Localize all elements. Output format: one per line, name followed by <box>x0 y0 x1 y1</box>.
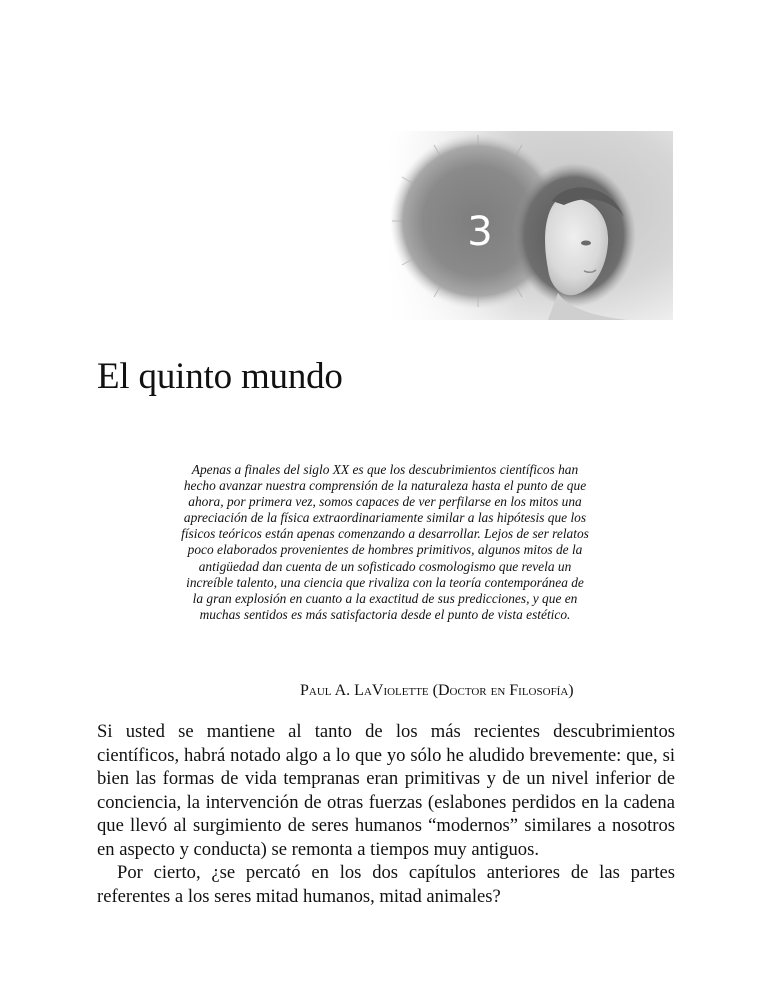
epigraph-quote: Apenas a finales del siglo XX es que los descubrimientos científicos han hecho avanzar nuestra comprensión de la naturaleza hasta el punto de que ahora, por primera vez, somos capaces de ver perfilarse en los mitos una apreciación de la física extraordinariamente similar a las hipótesis que los físicos teóricos están apenas comenzando a desarrollar. Lejos de ser relatos poco elaborados provenientes de hombres primitivos, algunos mitos de la antigüedad dan cuenta de un sofisticado cosmologismo que revela un increíble talento, una ciencia que rivaliza con la teoría contemporánea de la gran explosión en cuanto a la exactitud de sus predicciones, y que en muchas sentidos es más satisfactoria desde el punto de vista estético. <box>181 462 589 622</box>
body-text <box>97 720 675 908</box>
epigraph-author: Paul A. LaViolette (Doctor en Filosofía) <box>300 682 574 699</box>
body-paragraph-2: Por cierto, ¿se percató en los dos capítulos anteriores de las partes referentes a los seres mitad humanos, mitad animales? <box>97 862 675 907</box>
chapter-title: El quinto mundo <box>97 356 343 397</box>
chapter-number: 3 <box>467 209 493 255</box>
body-paragraph-1: Si usted se mantiene al tanto de los más recientes descubrimientos científicos, habrá notado algo a lo que yo sólo he aludido brevemente: que, si bien las formas de vida tempranas eran primitivas y de un nivel inferior de conciencia, la intervención de otras fuerzas (eslabones perdidos en la cadena que llevó al surgimiento de seres humanos “modernos” similares a nosotros en aspecto y conducta) se remonta a tiempos muy antiguos. <box>97 721 675 860</box>
chapter-ornament <box>388 131 673 320</box>
